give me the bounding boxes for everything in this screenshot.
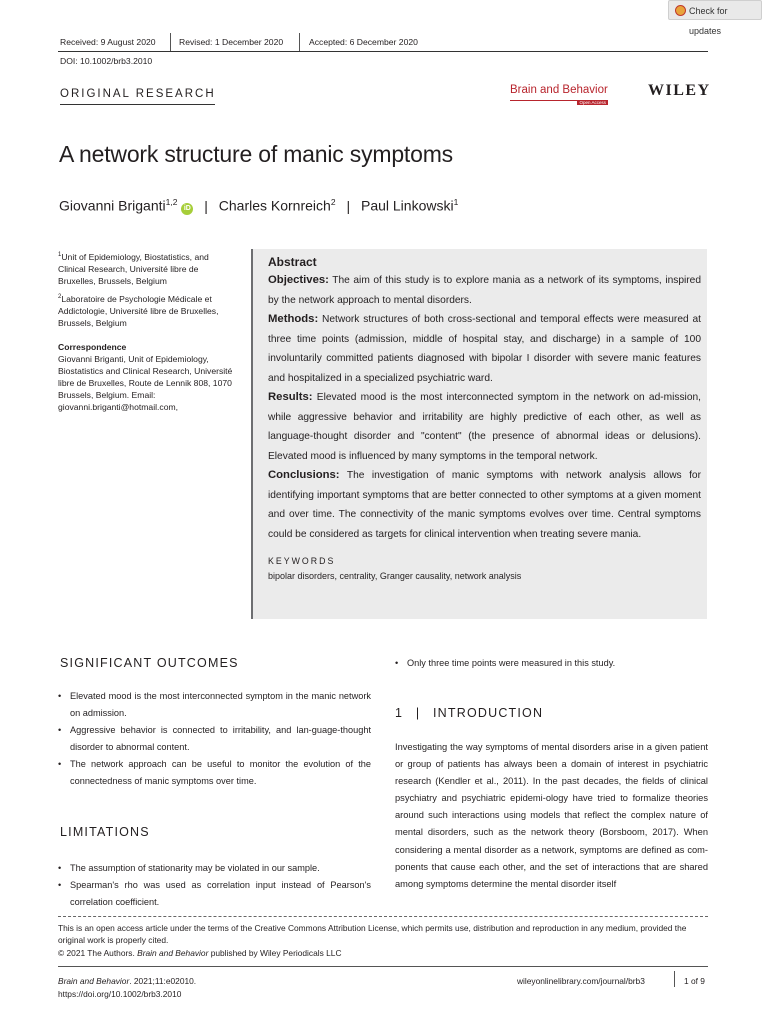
footer-rule [58, 966, 708, 967]
orcid-icon[interactable]: iD [181, 203, 193, 215]
list-item: • Only three time points were measured in this study. [395, 655, 708, 672]
section-separator: | [415, 706, 421, 720]
abstract-methods: Methods: Network structures of both cross-sectional and temporal effects were measured at three time points (admission, middle of hospital stay, and discharge) in a sample of 100 involuntarily committed patients diagnosed with bipolar I disorder with severe manic features and hospitalized in a specialized psychiatric ward. [268, 313, 701, 384]
keywords-label: KEYWORDS [268, 556, 336, 566]
copyright-text: © 2021 The Authors. Brain and Behavior published by Wiley Periodicals LLC [58, 948, 342, 958]
author-affiliation-sup: 1,2 [165, 197, 178, 207]
abstract-box [251, 249, 707, 619]
journal-logo [510, 80, 608, 105]
introduction-text: Investigating the way symptoms of mental disorders arise in a given patient or group of patients has always been a domain of interest in psychiatric research (Kendler et al., 2011). In the past decades, the fields of clinical psychiatry and psychiatric epidemi-ology have tried to formalize theories around such interactions using models that reflect the complex nature of mental disorders, such as the network theory (Borsboom, 2017). When considering a mental disorder as a network, symptoms are defined as com-ponents that cause each other, and the set of interactions that are shared among symptoms determine the mental disorder itself [395, 742, 708, 889]
abstract-objectives: Objectives: The aim of this study is to explore mania as a network of its symptoms, inspired by the network approach to mental disorders. [268, 274, 701, 306]
received-date: Received: 9 August 2020 [60, 37, 156, 47]
author-name: Giovanni Briganti [59, 197, 166, 214]
list-item: • The assumption of stationarity may be violated in our sample. [58, 860, 371, 877]
limitations-list [58, 860, 371, 911]
header-rule [58, 51, 708, 52]
footer-divider [674, 971, 675, 987]
keywords-text: bipolar disorders, centrality, Granger causality, network analysis [268, 571, 522, 581]
citation-text: Brain and Behavior. 2021;11:e02010. [58, 976, 197, 986]
section-underline [60, 104, 215, 105]
footnote-rule [58, 916, 708, 917]
author-name: Paul Linkowski [360, 197, 454, 214]
author-separator: | [346, 197, 351, 214]
journal-open-access: Open Access [579, 100, 606, 105]
list-item: • Elevated mood is the most interconnected symptom in the manic network on admission. [58, 688, 371, 722]
header-divider [299, 33, 300, 51]
list-item: • The network approach can be useful to monitor the evolution of the connectedness of manic symptoms over time. [58, 756, 371, 790]
section-number: 1 [395, 706, 404, 720]
author-name: Charles Kornreich [218, 197, 331, 214]
introduction-heading [395, 706, 543, 720]
list-item: • Aggressive behavior is connected to irritability, and lan-guage-thought disorder to abnormal content. [58, 722, 371, 756]
list-item: • Spearman's rho was used as correlation input instead of Pearson's correlation coefficient. [58, 877, 371, 911]
affiliation-item: $^1$Unit of Epidemiology, Biostatistics, and Clinical Research, Université libre de Bruxelles, Brussels, Belgium [58, 251, 209, 286]
license-text: This is an open access article under the terms of the Creative Commons Attribution License, which permits use, distribution and reproduction in any medium, provided the original work is properly cited. [58, 923, 687, 945]
check-for-updates-button[interactable] [668, 0, 762, 36]
journal-site-link[interactable]: wileyonlinelibrary.com/journal/brb3 [517, 976, 645, 986]
author-affiliation-sup: 1 [453, 197, 459, 207]
article-title: A network structure of manic symptoms [59, 141, 453, 167]
author-affiliation-sup: 2 [330, 197, 336, 207]
section-title: INTRODUCTION [432, 706, 544, 720]
header-divider [170, 33, 171, 51]
crossmark-icon [675, 5, 686, 16]
affiliation-item: $^2$Laboratoire de Psychologie Médicale et Addictologie, Université libre de Bruxelles, Brussels, Belgium [58, 293, 219, 328]
journal-name: Brain and Behavior [510, 84, 608, 96]
check-for-updates-label: Check for updates [689, 6, 728, 36]
article-type: ORIGINAL RESEARCH [60, 88, 216, 100]
abstract-conclusions: Conclusions: The investigation of manic symptoms with network analysis allows for identifying important symptoms that are better connected to other symptoms at a given moment and over time. The connectivity of the manic symptoms evolves over time. Central symptoms could be considered as targets for clinical intervention when treating severe mania. [268, 469, 701, 540]
doi-link[interactable]: https://doi.org/10.1002/brb3.2010 [58, 989, 182, 999]
author-separator: | [204, 197, 208, 214]
abstract-results: Results: Elevated mood is the most interconnected symptom in the network on ad-mission, while aggressive behavior and irritability are highly predictive of each other, as well as language-thought disorder and "content" (the presence of abnormal ideas or delusions). Elevated mood is influenced by many symptoms in the temporal network. [268, 391, 701, 462]
publisher-logo: WILEY [648, 82, 711, 99]
correspondence-label: Correspondence [58, 341, 127, 352]
significant-outcomes-heading: SIGNIFICANT OUTCOMES [60, 656, 239, 670]
affiliations [58, 249, 236, 417]
limitations-list-continued [395, 655, 708, 672]
revised-date: Revised: 1 December 2020 [179, 37, 284, 47]
limitations-heading: LIMITATIONS [60, 825, 150, 839]
accepted-date: Accepted: 6 December 2020 [309, 37, 418, 47]
abstract-heading: Abstract [268, 255, 317, 269]
correspondence-text: Giovanni Briganti, Unit of Epidemiology, Biostatistics and Clinical Research, Université libre de Bruxelles, Route de Lennik 808, 1070 Brussels, Belgium. Email: giovanni.briganti@hotmail.com, [58, 353, 233, 412]
significant-outcomes-list [58, 688, 371, 790]
doi-text: DOI: 10.1002/brb3.2010 [60, 56, 153, 66]
page-number: 1 of 9 [684, 976, 705, 986]
author-list [59, 197, 458, 215]
